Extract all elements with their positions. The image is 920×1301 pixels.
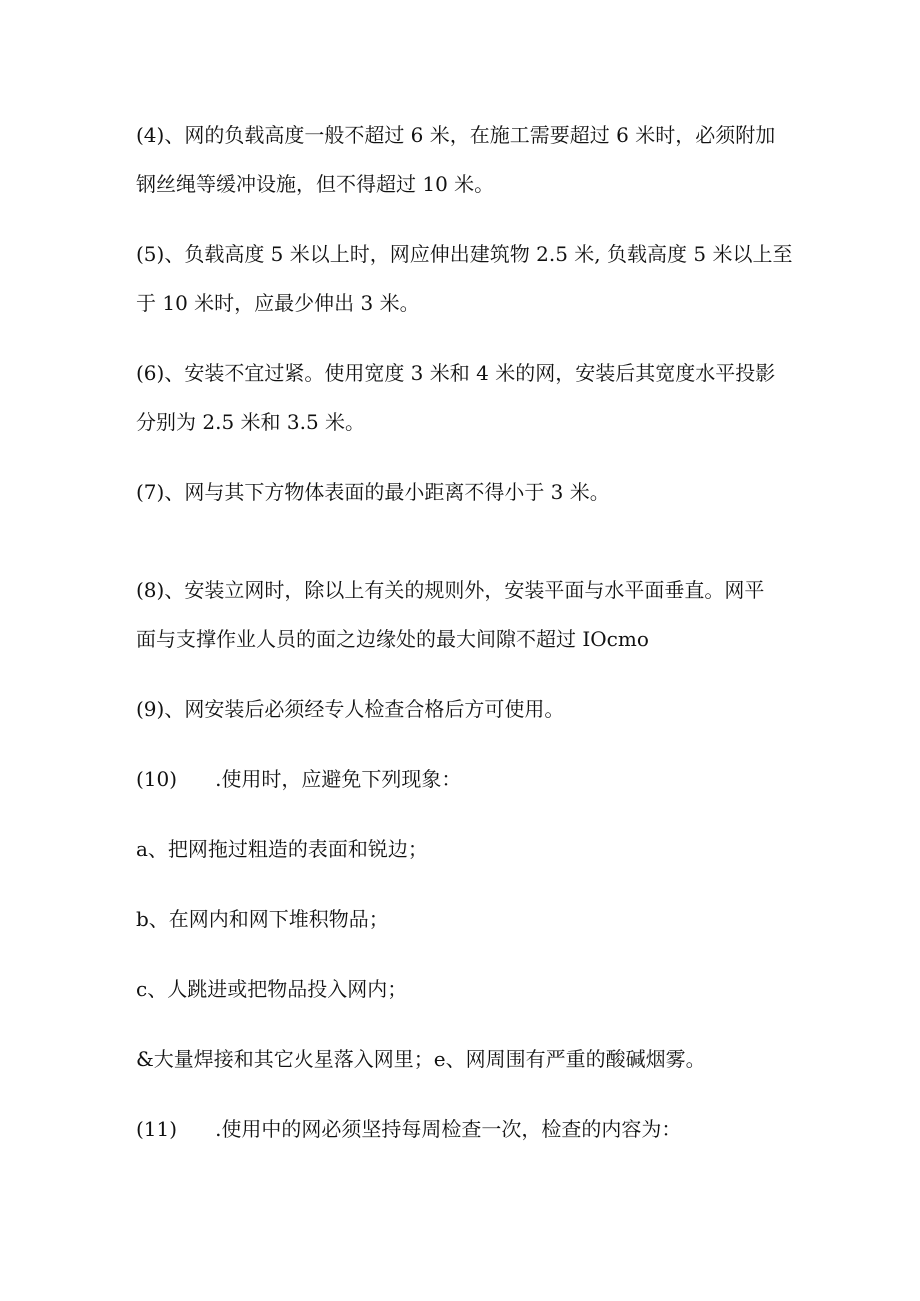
paragraph-4-line-2: 钢丝绳等缓冲设施，但不得超过 10 米。: [136, 172, 495, 196]
paragraph-10: [136, 765, 461, 793]
paragraph-8-line-2: 面与支撑作业人员的面之边缘处的最大间隙不超过 IOcmo: [136, 627, 649, 651]
paragraph-8-line-1: (8)、安装立网时，除以上有关的规则外，安装平面与水平面垂直。网平: [136, 578, 765, 602]
paragraph-4-line-1: (4)、网的负载高度一般不超过 6 米，在施工需要超过 6 米时，必须附加: [136, 123, 776, 147]
paragraph-11: [136, 1115, 681, 1143]
paragraph-5-line-2: 于 10 米时，应最少伸出 3 米。: [136, 291, 420, 315]
paragraph-6-line-1: (6)、安装不宜过紧。使用宽度 3 米和 4 米的网，安装后其宽度水平投影: [136, 361, 776, 385]
paragraph-5-line-1: (5)、负载高度 5 米以上时，网应伸出建筑物 2.5 米, 负载高度 5 米以上至: [136, 242, 793, 266]
item-10-text: .使用时，应避免下列现象：: [215, 767, 462, 791]
list-item-d-e: &大量焊接和其它火星落入网里；e、网周围有严重的酸碱烟雾。: [136, 1047, 706, 1071]
paragraph-6-line-2: 分别为 2.5 米和 3.5 米。: [136, 410, 366, 434]
paragraph-7: (7)、网与其下方物体表面的最小距离不得小于 3 米。: [136, 480, 610, 504]
list-item-c: c、人跳进或把物品投入网内；: [136, 977, 408, 1001]
list-item-a: a、把网拖过粗造的表面和锐边；: [136, 837, 428, 861]
item-11-number: (11): [136, 1117, 178, 1141]
list-item-b: b、在网内和网下堆积物品；: [136, 907, 389, 931]
item-10-number: (10): [136, 767, 178, 791]
paragraph-9: (9)、网安装后必须经专人检查合格后方可使用。: [136, 697, 565, 721]
item-11-text: .使用中的网必须坚持每周检查一次，检查的内容为：: [215, 1117, 682, 1141]
